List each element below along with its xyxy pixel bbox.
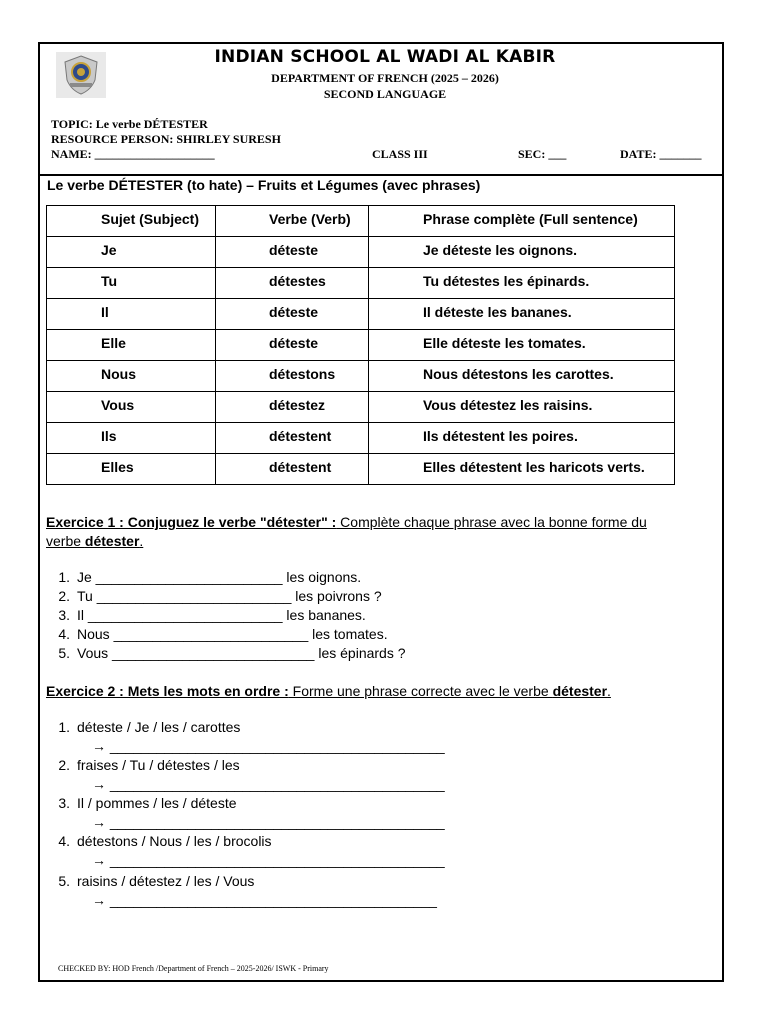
item-text: Je ________________________ les oignons.: [77, 569, 362, 585]
class-label: CLASS III: [372, 147, 428, 161]
sentence-cell: Il déteste les bananes.: [369, 299, 675, 330]
subject-cell: Vous: [47, 392, 216, 423]
exercise1-title-line2: [46, 533, 143, 549]
answer-line: → __________________________________________: [92, 892, 437, 908]
exercise2-heading: Exercice 2 : Mets les mots en ordre :: [46, 683, 289, 699]
column-header: Verbe (Verb): [216, 206, 369, 237]
table-header-row: [47, 206, 675, 237]
name-field: NAME: ____________________: [51, 147, 215, 161]
section-title: Le verbe DÉTESTER (to hate) – Fruits et Légumes (avec phrases): [47, 177, 481, 193]
table-row: [47, 330, 675, 361]
item-number: 3.: [58, 607, 70, 623]
table-row: [47, 237, 675, 268]
item-text: Vous __________________________ les épinards ?: [77, 645, 406, 661]
topic: TOPIC: Le verbe DÉTESTER: [51, 117, 208, 131]
verb-cell: déteste: [216, 237, 369, 268]
item-number: 5.: [58, 873, 70, 889]
item-text: déteste / Je / les / carottes: [77, 719, 241, 735]
sentence-cell: Ils détestent les poires.: [369, 423, 675, 454]
item-number: 1.: [58, 719, 70, 735]
item-text: Il / pommes / les / déteste: [77, 795, 237, 811]
sentence-cell: Elle déteste les tomates.: [369, 330, 675, 361]
exercise1-title: [46, 514, 647, 530]
item-text: Il _________________________ les bananes.: [77, 607, 366, 623]
subject-cell: Il: [47, 299, 216, 330]
department: DEPARTMENT OF FRENCH (2025 – 2026): [271, 71, 499, 85]
sentence-cell: Vous détestez les raisins.: [369, 392, 675, 423]
exercise1-period: .: [139, 533, 144, 549]
exercise1-instruction: Complète chaque phrase avec la bonne forme du: [336, 514, 647, 530]
exercise1-instruction-cont: verbe: [46, 533, 85, 549]
verb-cell: déteste: [216, 299, 369, 330]
item-number: 4.: [58, 833, 70, 849]
exercise2-title: [46, 683, 611, 699]
subject-cell: Nous: [47, 361, 216, 392]
resource-person: RESOURCE PERSON: SHIRLEY SURESH: [51, 132, 281, 146]
table-row: [47, 423, 675, 454]
item-text: Tu _________________________ les poivrons ?: [77, 588, 382, 604]
subject-cell: Elle: [47, 330, 216, 361]
footer-note: CHECKED BY: HOD French /Department of French – 2025-2026/ ISWK - Primary: [58, 964, 329, 973]
sentence-cell: Tu détestes les épinards.: [369, 268, 675, 299]
item-text: raisins / détestez / les / Vous: [77, 873, 255, 889]
table-row: [47, 361, 675, 392]
item-text: Nous _________________________ les tomates.: [77, 626, 388, 642]
sentence-cell: Je déteste les oignons.: [369, 237, 675, 268]
language-level: SECOND LANGUAGE: [323, 87, 447, 101]
conjugation-table: [46, 205, 675, 485]
subject-cell: Tu: [47, 268, 216, 299]
column-header: Phrase complète (Full sentence): [369, 206, 675, 237]
subject-cell: Je: [47, 237, 216, 268]
answer-line: → ___________________________________________: [92, 776, 445, 792]
exercise2-instruction: Forme une phrase correcte avec le verbe: [288, 683, 553, 699]
column-header: Sujet (Subject): [47, 206, 216, 237]
exercise2-period: .: [607, 683, 611, 699]
item-number: 4.: [58, 626, 70, 642]
section-field: SEC: ___: [518, 147, 567, 161]
table-row: [47, 299, 675, 330]
table-row: [47, 454, 675, 485]
table-row: [47, 268, 675, 299]
answer-line: → ___________________________________________: [92, 852, 445, 868]
verb-cell: déteste: [216, 330, 369, 361]
subject-cell: Elles: [47, 454, 216, 485]
item-number: 3.: [58, 795, 70, 811]
item-number: 5.: [58, 645, 70, 661]
exercise1-heading: Exercice 1 : Conjuguez le verbe "détester" :: [46, 514, 337, 530]
item-text: fraises / Tu / détestes / les: [77, 757, 240, 773]
sentence-cell: Elles détestent les haricots verts.: [369, 454, 675, 485]
subject-cell: Ils: [47, 423, 216, 454]
item-number: 2.: [58, 588, 70, 604]
school-name: INDIAN SCHOOL AL WADI AL KABIR: [214, 47, 556, 67]
answer-line: → ___________________________________________: [92, 738, 445, 754]
item-number: 1.: [58, 569, 70, 585]
exercise2-verb: détester: [552, 683, 608, 699]
sentence-cell: Nous détestons les carottes.: [369, 361, 675, 392]
exercise1-verb: détester: [84, 533, 140, 549]
table-row: [47, 392, 675, 423]
verb-cell: détestent: [216, 423, 369, 454]
verb-cell: détestons: [216, 361, 369, 392]
verb-cell: détestent: [216, 454, 369, 485]
item-number: 2.: [58, 757, 70, 773]
verb-cell: détestez: [216, 392, 369, 423]
item-text: détestons / Nous / les / brocolis: [77, 833, 272, 849]
answer-line: → ___________________________________________: [92, 814, 445, 830]
verb-cell: détestes: [216, 268, 369, 299]
date-field: DATE: _______: [620, 147, 702, 161]
